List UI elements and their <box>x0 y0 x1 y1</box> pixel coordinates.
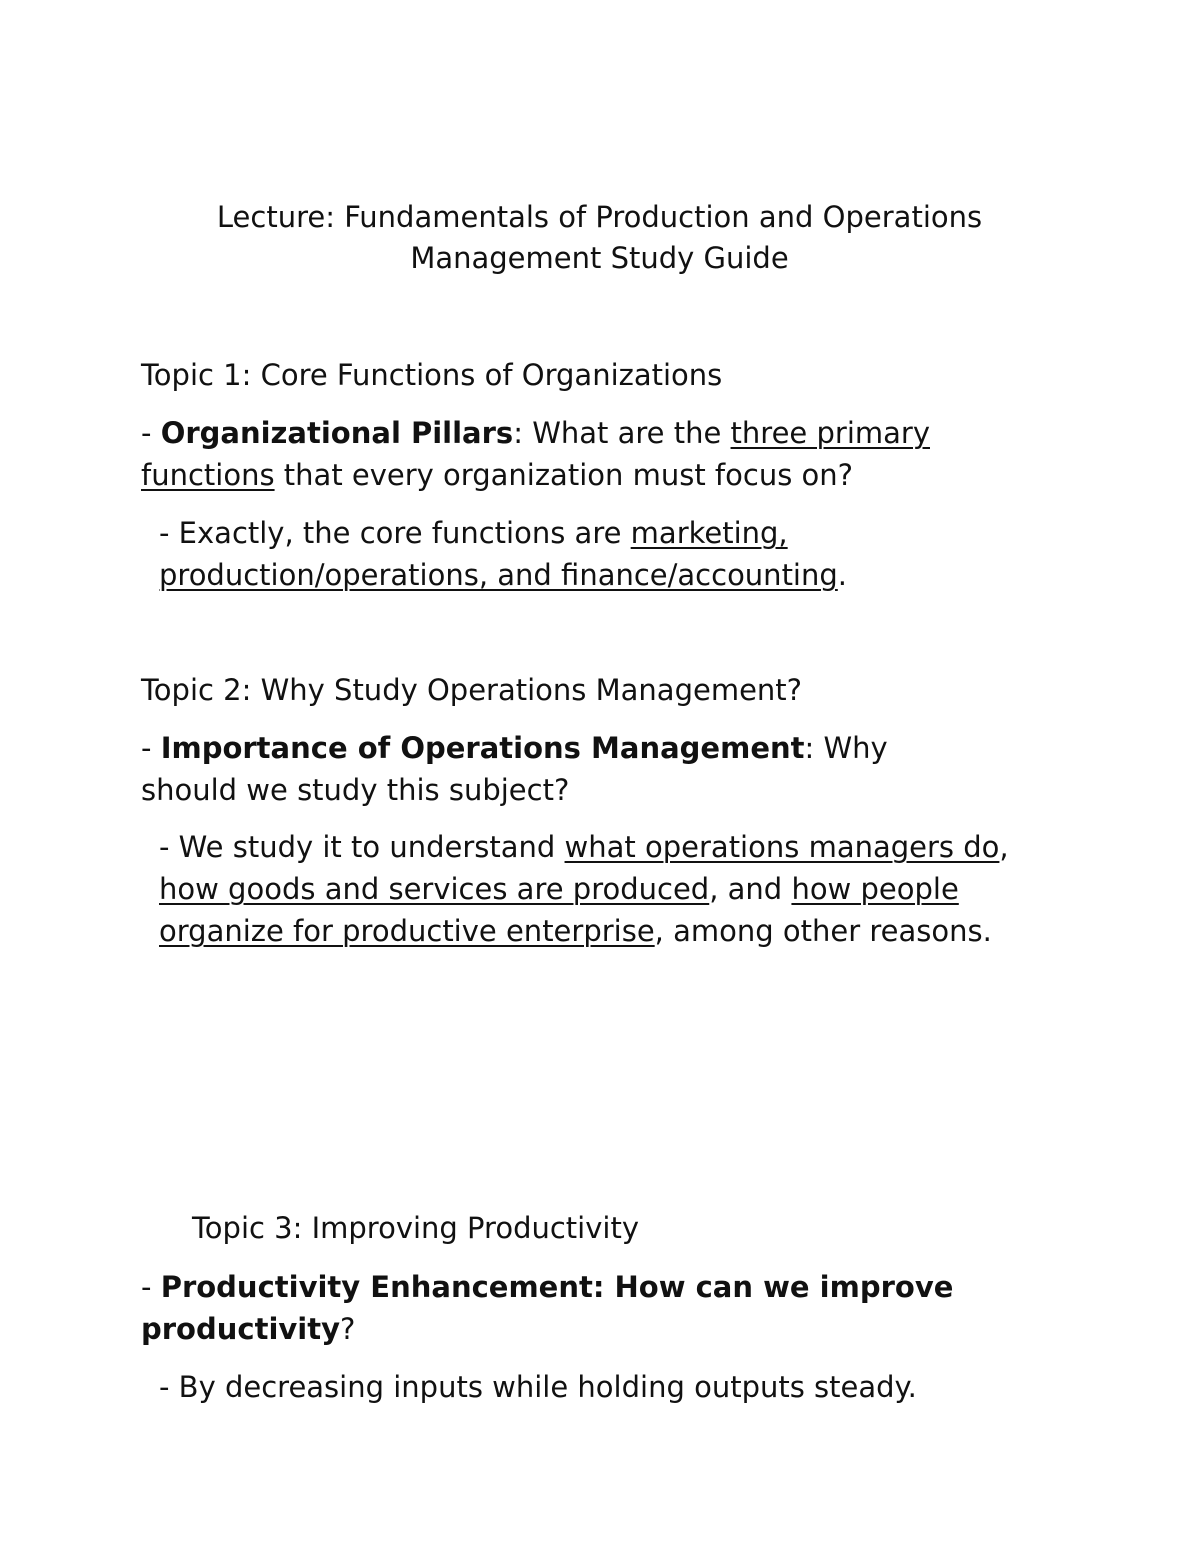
topic-3-question <box>141 1266 1041 1350</box>
topic-3-key-term: Productivity Enhancement: How can we improve productivity <box>141 1270 954 1346</box>
question-text: that every organization must focus on? <box>274 458 854 492</box>
answer-text: - Exactly, the core functions are <box>159 516 631 550</box>
answer-text: , <box>999 830 1009 864</box>
topic-2-heading: Topic 2: Why Study Operations Management? <box>141 673 803 707</box>
topic-1-question <box>141 412 1041 496</box>
underlined-phrase: marketing, production/operations, and finance/accounting <box>159 516 838 592</box>
topic-1-answer <box>141 512 1041 596</box>
answer-text: , and <box>709 872 792 906</box>
title-line-1: Lecture: Fundamentals of Production and Operations <box>216 200 983 234</box>
answer-text: . <box>837 558 847 592</box>
answer-text: , among other reasons. <box>654 914 992 948</box>
answer-text: - By decreasing inputs while holding outputs steady. <box>159 1370 917 1404</box>
dash: - <box>141 416 161 450</box>
underlined-phrase: how goods and services are produced <box>159 872 710 906</box>
topic-2-question <box>141 727 981 811</box>
topic-3-heading: Topic 3: Improving Productivity <box>192 1211 639 1245</box>
title-line-2: Management Study Guide <box>410 241 789 275</box>
question-text: : What are the <box>513 416 731 450</box>
document-title <box>141 197 1058 279</box>
dash: - <box>141 1270 161 1304</box>
topic-1-key-term: Organizational Pillars <box>160 416 514 450</box>
topic-2-key-term: Importance of Operations Management <box>160 731 805 765</box>
topic-1-heading: Topic 1: Core Functions of Organizations <box>141 358 723 392</box>
topic-2-answer <box>141 826 1041 952</box>
underlined-phrase: what operations managers do <box>564 830 1000 864</box>
answer-text: - We study it to understand <box>159 830 565 864</box>
underlined-phrase: how people organize for productive enterprise <box>159 872 959 948</box>
dash: - <box>141 731 161 765</box>
topic-3-answer <box>141 1366 1041 1408</box>
underlined-phrase: three primary functions <box>141 416 930 492</box>
question-text: : Why should we study this subject? <box>141 731 888 807</box>
question-text: ? <box>340 1312 356 1346</box>
